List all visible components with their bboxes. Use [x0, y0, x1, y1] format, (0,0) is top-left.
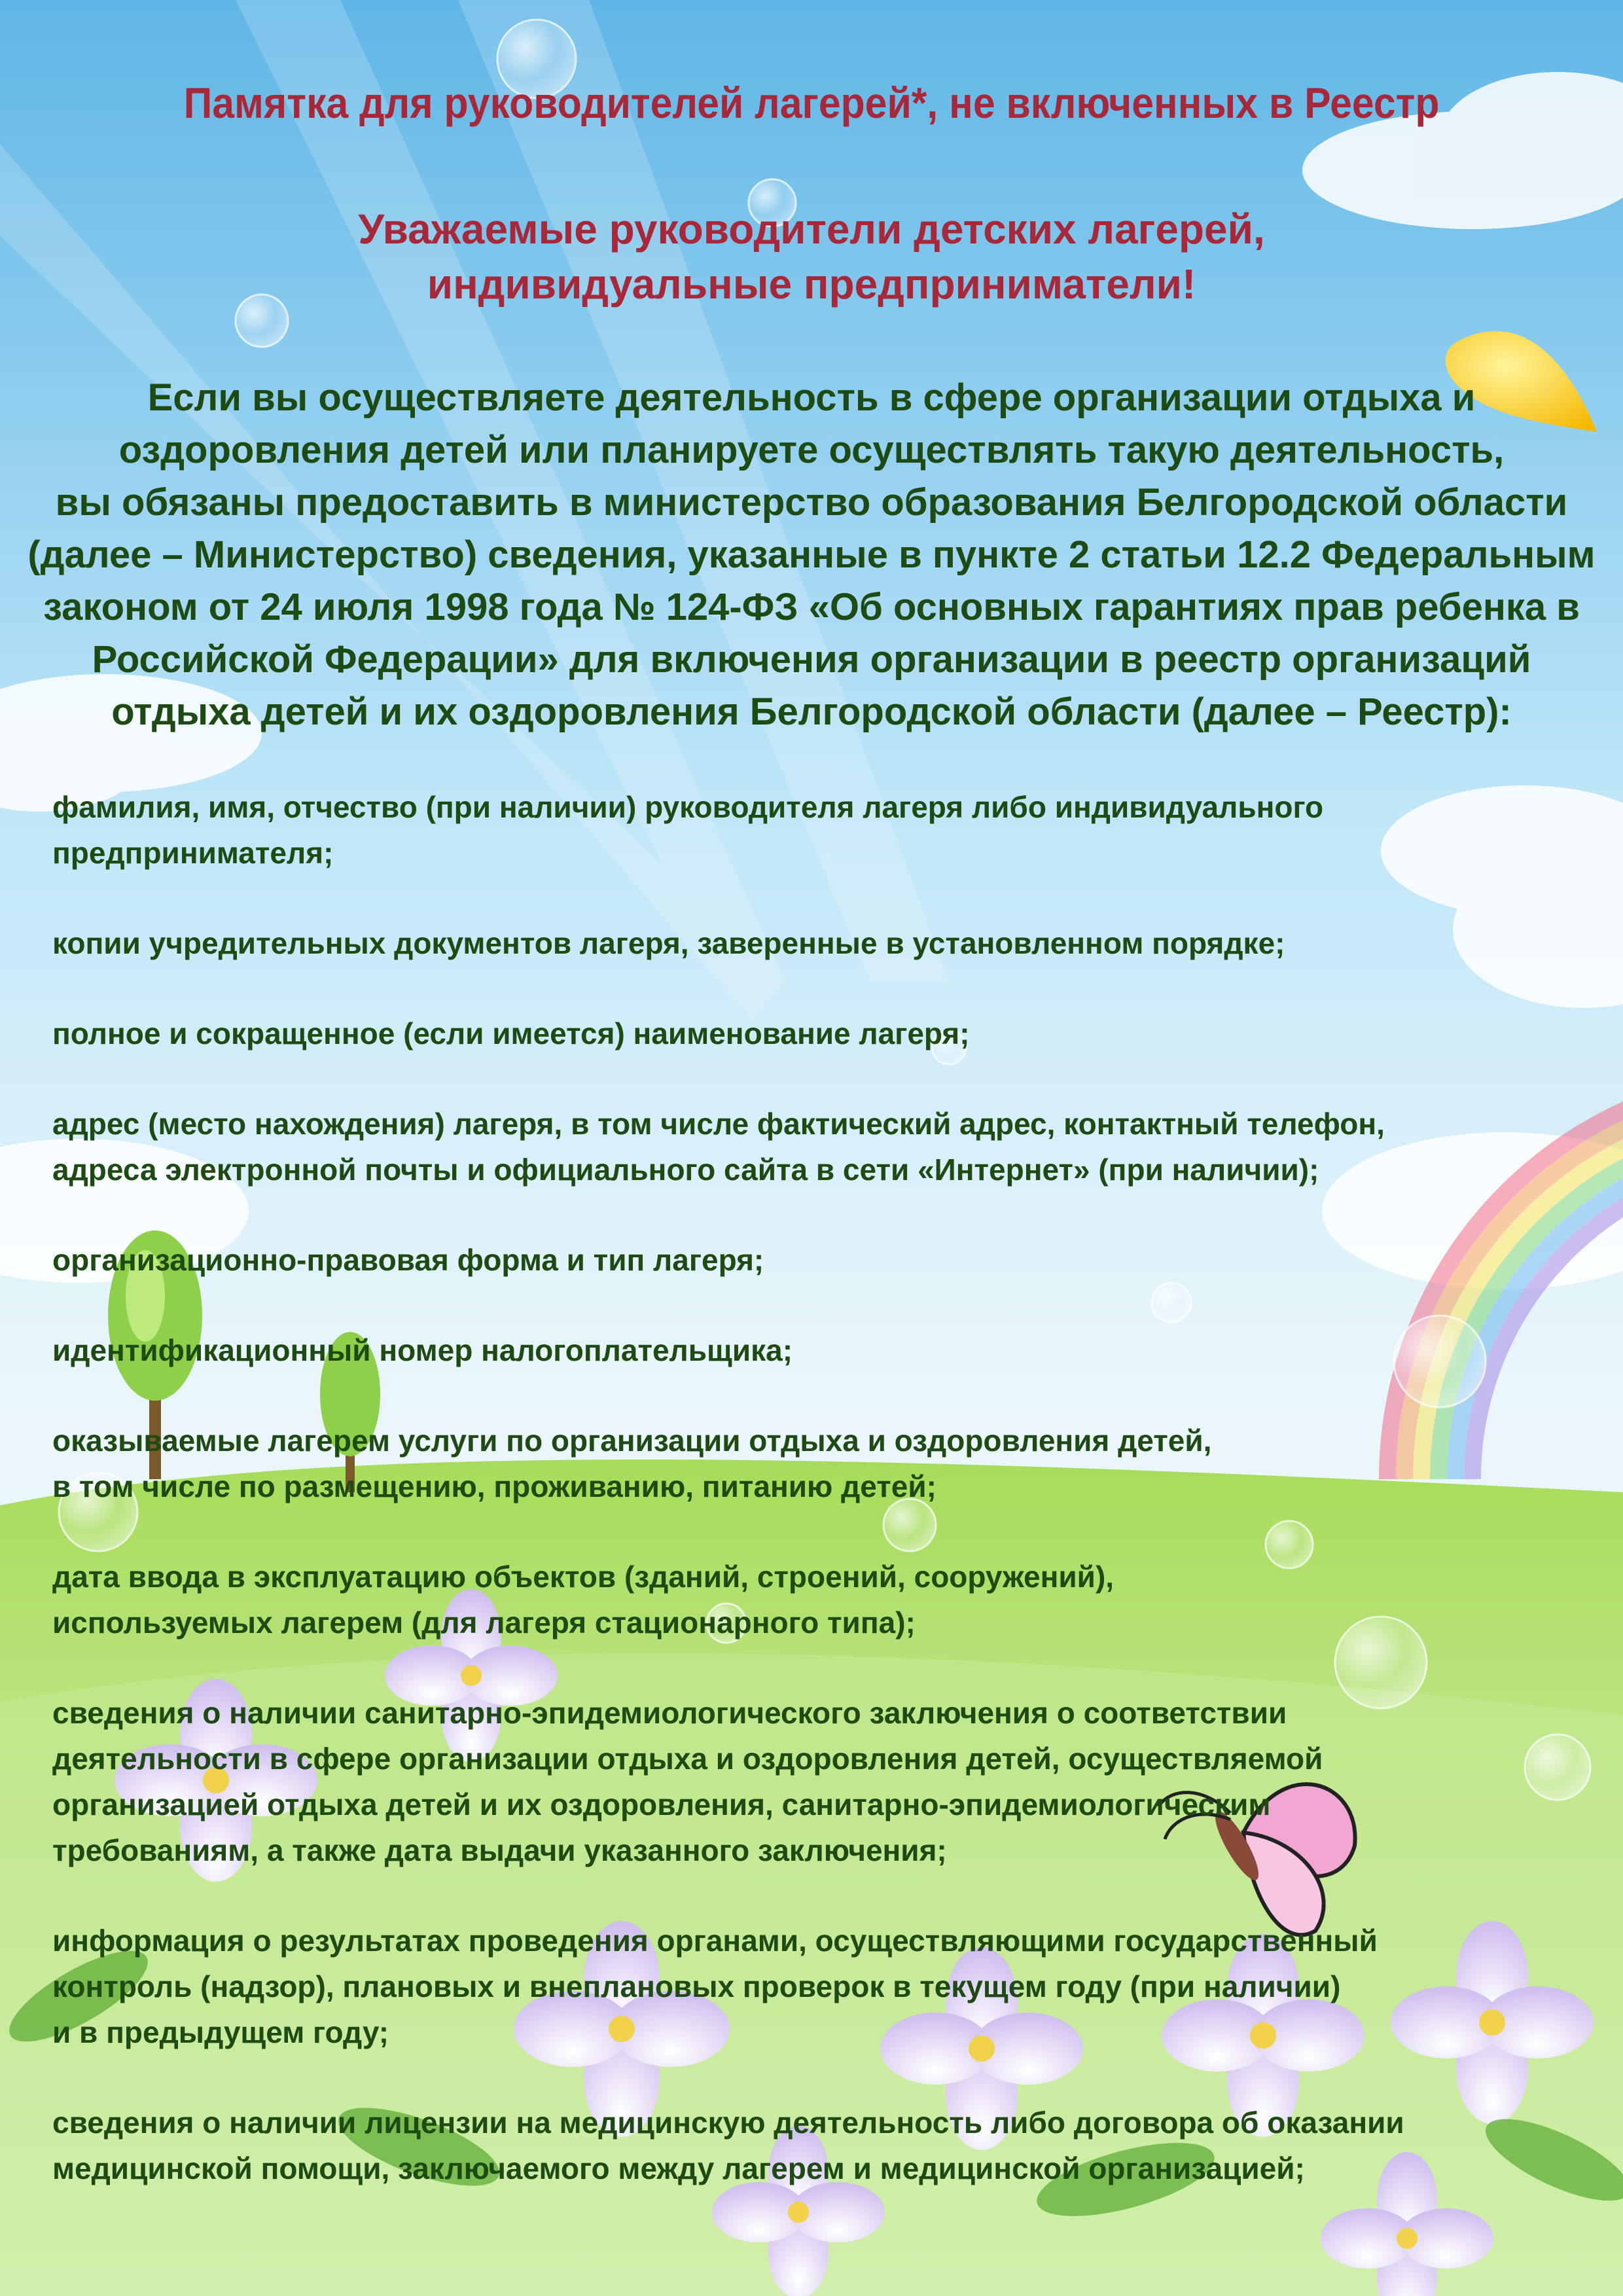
list-item: [52, 1690, 1571, 1873]
intro-line: оздоровления детей или планируете осуществлять такую деятельность,: [118, 429, 1505, 471]
intro-line: отдыха детей и их оздоровления Белгородской области (далее – Реестр):: [111, 691, 1512, 733]
required-info-list: [52, 784, 1571, 2236]
list-item: [52, 784, 1571, 876]
list-item-line: адрес (место нахождения) лагеря, в том числе фактический адрес, контактный телефон,: [52, 1107, 1385, 1141]
list-item-line: оказываемые лагерем услуги по организации отдыха и оздоровления детей,: [52, 1424, 1212, 1458]
list-item: [52, 1918, 1571, 2055]
list-item-line: идентификационный номер налогоплательщика;: [52, 1333, 793, 1367]
list-item-line: организационно-правовая форма и тип лагеря;: [52, 1243, 764, 1277]
list-item-line: в том числе по размещению, проживанию, питанию детей;: [52, 1469, 936, 1503]
list-item-line: требованиям, а также дата выдачи указанного заключения;: [52, 1833, 947, 1867]
list-item-line: дата ввода в эксплуатацию объектов (зданий, строений, сооружений),: [52, 1560, 1115, 1594]
list-item-line: сведения о наличии санитарно-эпидемиологического заключения о соответствии: [52, 1696, 1287, 1730]
list-item-line: используемых лагерем (для лагеря стационарного типа);: [52, 1605, 916, 1640]
list-item: [52, 2100, 1571, 2191]
list-item: [52, 1327, 1571, 1373]
greeting: [0, 202, 1623, 312]
list-item-line: адреса электронной почты и официального сайта в сети «Интернет» (при наличии);: [52, 1153, 1319, 1187]
list-item-line: и в предыдущем году;: [52, 2015, 389, 2049]
intro-line: вы обязаны предоставить в министерство образования Белгородской области: [55, 481, 1568, 524]
list-item-line: полное и сокращенное (если имеется) наименование лагеря;: [52, 1016, 970, 1050]
intro-line: Если вы осуществляете деятельность в сфере организации отдыха и: [147, 376, 1476, 419]
page-title: Памятка для руководителей лагерей*, не включенных в Реестр: [183, 79, 1440, 127]
list-item-line: фамилия, имя, отчество (при наличии) руководителя лагеря либо индивидуального: [52, 790, 1324, 824]
list-item: [52, 1011, 1571, 1056]
list-item-line: контроль (надзор), плановых и внеплановых проверок в текущем году (при наличии): [52, 1969, 1341, 2003]
intro-line: Российской Федерации» для включения организации в реестр организаций: [92, 638, 1531, 681]
list-item: [52, 1418, 1571, 1509]
list-item: [52, 1101, 1571, 1193]
intro-line: законом от 24 июля 1998 года № 124-ФЗ «Об основных гарантиях прав ребенка в: [43, 586, 1580, 628]
greeting-line: Уважаемые руководители детских лагерей,: [358, 206, 1265, 253]
list-item: [52, 1554, 1571, 1645]
list-item-line: информация о результатах проведения органами, осуществляющими государственный: [52, 1924, 1378, 1958]
list-item-line: сведения о наличии лицензии на медицинскую деятельность либо договора об оказании: [52, 2106, 1404, 2140]
list-item-line: организацией отдыха детей и их оздоровления, санитарно-эпидемиологическим: [52, 1787, 1271, 1821]
list-item: [52, 1237, 1571, 1283]
list-item-line: деятельности в сфере организации отдыха и оздоровления детей, осуществляемой: [52, 1742, 1323, 1776]
list-item: [52, 920, 1571, 966]
list-item-line: предпринимателя;: [52, 836, 334, 870]
intro-line: (далее – Министерство) сведения, указанные в пункте 2 статьи 12.2 Федеральным: [27, 533, 1596, 576]
intro-paragraph: [0, 372, 1623, 738]
list-item-line: медицинской помощи, заключаемого между лагерем и медицинской организацией;: [52, 2151, 1305, 2185]
list-item-line: копии учредительных документов лагеря, заверенные в установленном порядке;: [52, 926, 1285, 960]
greeting-line: индивидуальные предприниматели!: [427, 260, 1196, 308]
